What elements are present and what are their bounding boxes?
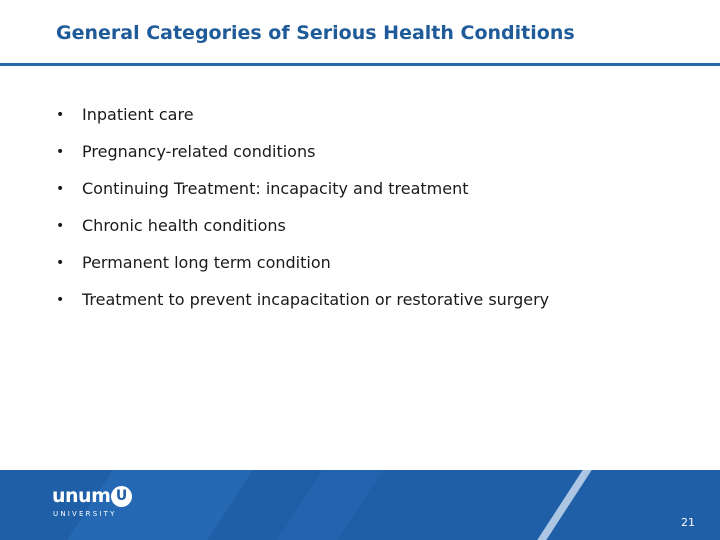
bullet-text: Treatment to prevent incapacitation or restorative surgery: [82, 290, 550, 309]
logo-subtitle: UNIVERSITY: [53, 510, 117, 518]
bullet-text: Permanent long term condition: [82, 253, 331, 272]
bullet-list: [56, 96, 549, 318]
bullet-item: [56, 244, 549, 281]
bullet-icon: •: [56, 291, 65, 308]
bullet-text: Continuing Treatment: incapacity and treatment: [82, 179, 469, 198]
slide-title: General Categories of Serious Health Conditions: [56, 22, 575, 44]
bullet-text: Inpatient care: [82, 105, 194, 124]
bullet-item: [56, 281, 549, 318]
bullet-item: [56, 170, 549, 207]
bullet-item: [56, 133, 549, 170]
bullet-icon: •: [56, 254, 65, 271]
logo-wordmark: unum: [52, 485, 111, 507]
footer-stripe: [537, 470, 591, 540]
footer-bar: [0, 470, 720, 540]
bullet-item: [56, 96, 549, 133]
bullet-icon: •: [56, 106, 65, 123]
bullet-item: [56, 207, 549, 244]
page-number: 21: [681, 516, 695, 529]
logo-badge-icon: U: [111, 486, 132, 507]
title-divider: [0, 63, 720, 66]
bullet-icon: •: [56, 180, 65, 197]
footer-stripe: [277, 470, 382, 540]
bullet-icon: •: [56, 143, 65, 160]
unum-university-logo: [52, 485, 142, 527]
bullet-icon: •: [56, 217, 65, 234]
bullet-text: Pregnancy-related conditions: [82, 142, 316, 161]
bullet-text: Chronic health conditions: [82, 216, 286, 235]
